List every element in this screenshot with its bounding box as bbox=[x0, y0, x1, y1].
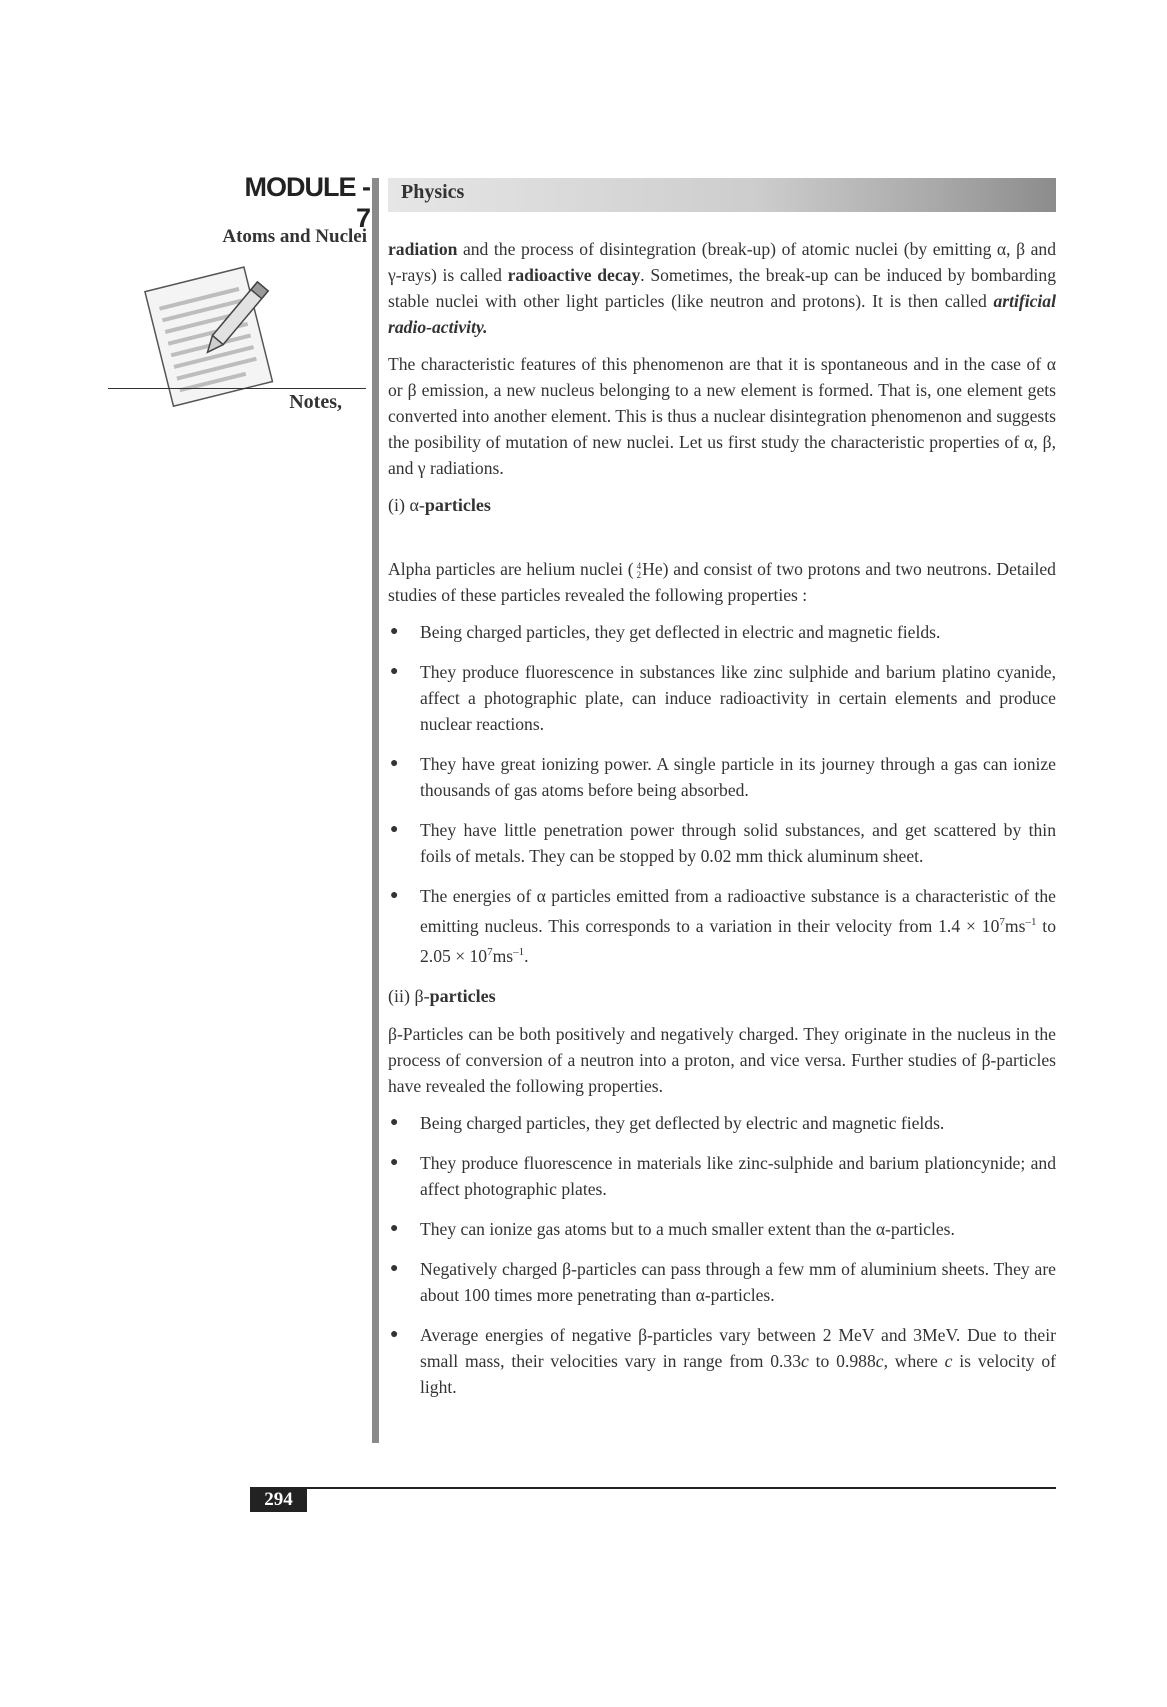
list-item: ● Being charged particles, they get deflected in electric and magnetic fields. bbox=[388, 619, 1056, 645]
alpha-heading: (i) α-particles bbox=[388, 495, 491, 515]
term-radiation: radiation bbox=[388, 239, 458, 259]
header-bar bbox=[388, 178, 1056, 212]
footer-rule bbox=[250, 1487, 1056, 1489]
list-item: ● They produce fluorescence in substances like zinc sulphide and barium platino cyanide, affect a photographic plate, can induce radioactivity in certain elements and produce nuclear reactions. bbox=[388, 659, 1056, 737]
list-item: ● They have great ionizing power. A single particle in its journey through a gas can ionize thousands of gas atoms before being absorbed. bbox=[388, 751, 1056, 803]
notes-divider bbox=[108, 388, 366, 389]
term-radioactive-decay: radioactive decay bbox=[507, 265, 641, 285]
module-title: MODULE - 7 bbox=[244, 172, 370, 233]
subject-title: Physics bbox=[401, 181, 465, 203]
list-item: ● They produce fluorescence in materials like zinc-sulphide and barium plationcynide; and affect photographic plates. bbox=[388, 1150, 1056, 1202]
notepad-pencil-icon bbox=[135, 258, 295, 408]
main-content bbox=[388, 236, 1056, 1414]
list-item: ● Average energies of negative β-particles vary between 2 MeV and 3MeV. Due to their small mass, their velocities vary in range from 0.33c to 0.988c, where c is velocity of light. bbox=[388, 1322, 1056, 1400]
alpha-intro: Alpha particles are helium nuclei ( 4 2He) and consist of two protons and two neutrons. Detailed studies of these particles revealed the following properties : bbox=[388, 559, 1056, 605]
list-item: ● Negatively charged β-particles can pass through a few mm of aluminium sheets. They are about 100 times more penetrating than α-particles. bbox=[388, 1256, 1056, 1308]
term-artificial-radioactivity: artificial radio-activity. bbox=[388, 291, 1056, 337]
beta-heading: (ii) β-particles bbox=[388, 985, 496, 1006]
list-item: ● Being charged particles, they get deflected by electric and magnetic fields. bbox=[388, 1110, 1056, 1136]
beta-properties-list bbox=[388, 1110, 1056, 1400]
features-paragraph: The characteristic features of this phenomenon are that it is spontaneous and in the case of α or β emission, a new nucleus belonging to a new element is formed. That is, one element gets converted into another element. This is thus a nuclear disintegration phenomenon and suggests the posibility of mutation of new nuclei. Let us first study the characteristic properties of α, β, and γ radiations. bbox=[388, 354, 1056, 478]
intro-paragraph: radiation and the process of disintegration (break-up) of atomic nuclei (by emitting α, β and γ-rays) is called radioactive decay. Sometimes, the break-up can be induced by bombarding stable nuclei with other light particles (like neutron and protons). It is then called artificial radio-activity. bbox=[388, 239, 1057, 337]
list-item: ● They have little penetration power through solid substances, and get scattered by thin foils of metals. They can be stopped by 0.02 mm thick aluminum sheet. bbox=[388, 817, 1056, 869]
page-number: 294 bbox=[250, 1488, 307, 1512]
margin-rule bbox=[372, 178, 379, 1443]
alpha-properties-list bbox=[388, 619, 1056, 969]
list-item: ● They can ionize gas atoms but to a much smaller extent than the α-particles. bbox=[388, 1216, 1056, 1242]
helium-symbol: 4 2He bbox=[636, 559, 663, 580]
list-item: ● The energies of α particles emitted from a radioactive substance is a characteristic of the emitting nucleus. This corresponds to a variation in their velocity from $1.4 \times 10^7ms^{-1}$ to $2.05 \times 10^7ms^{-1}$. bbox=[388, 883, 1056, 969]
chapter-title: Atoms and Nuclei bbox=[222, 226, 367, 247]
notes-label: Notes, bbox=[289, 391, 342, 413]
beta-intro: β-Particles can be both positively and negatively charged. They originate in the nucleus in the process of conversion of a neutron into a proton, and vice versa. Further studies of β-particles have revealed the following properties. bbox=[388, 1023, 1056, 1096]
